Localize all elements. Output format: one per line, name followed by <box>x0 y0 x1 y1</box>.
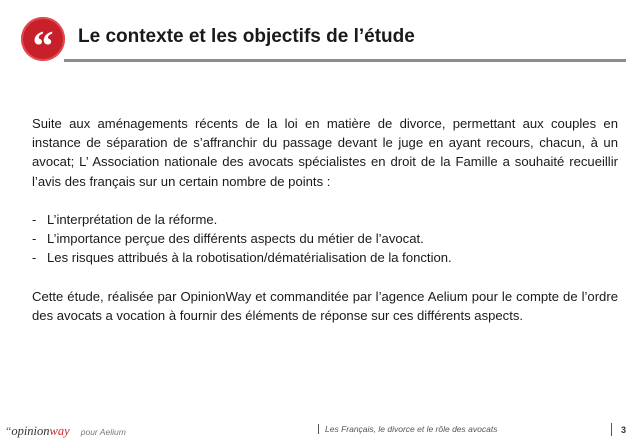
title-underline <box>64 59 626 62</box>
brand-logo-opinion: opinion <box>11 424 50 438</box>
footer-study-title: Les Français, le divorce et le rôle des avocats <box>318 424 497 434</box>
conclusion-paragraph: Cette étude, réalisée par OpinionWay et commanditée par l’agence Aelium pour le compte de l’ordre des avocats a vocation à fournir des éléments de réponse sur ces différents aspects. <box>32 288 618 323</box>
objective-item: - L’importance perçue des différents aspects du métier de l’avocat. <box>32 229 618 248</box>
page-number-divider <box>611 423 612 436</box>
spacer <box>32 268 618 287</box>
objective-item: - L’interprétation de la réforme. <box>32 210 618 229</box>
footer-brand <box>6 424 126 439</box>
spacer <box>32 191 618 210</box>
quote-badge <box>21 17 65 70</box>
brand-quote-mark: “ <box>6 424 12 438</box>
objective-item: - Les risques attribués à la robotisation/dématérialisation de la fonction. <box>32 248 618 267</box>
brand-logo-way: way <box>49 424 70 438</box>
footer-client: pour Aelium <box>80 427 126 437</box>
slide-body <box>32 114 618 325</box>
objectives-list <box>32 210 618 268</box>
intro-paragraph: Suite aux aménagements récents de la loi en matière de divorce, permettant aux couples en instance de séparation de s’affranchir du passage devant le juge en ayant recours, chacun, à un avocat; L’ Association nationale des avocats spécialistes en droit de la Famille a souhaité recueillir l’avis des français sur un certain nombre de points : <box>32 116 618 189</box>
slide-title: Le contexte et les objectifs de l’étude <box>78 26 415 47</box>
page-number: 3 <box>620 425 626 435</box>
quote-icon: “ <box>32 24 54 70</box>
